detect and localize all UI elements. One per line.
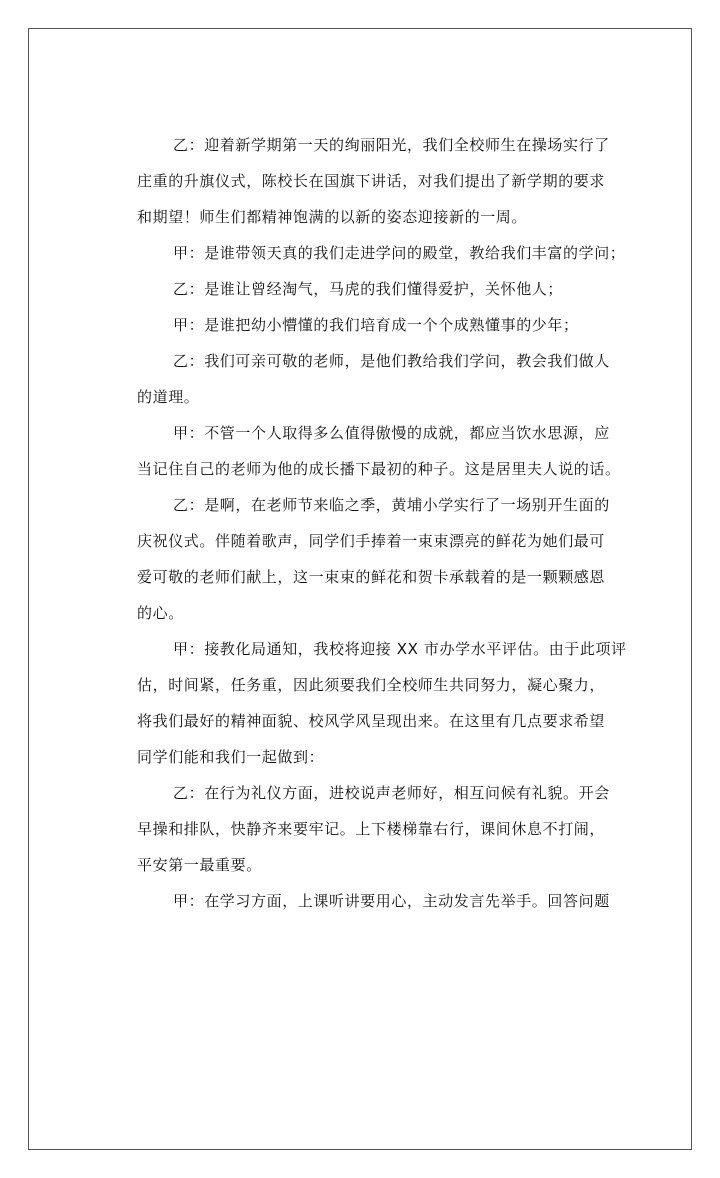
text-line: 同学们能和我们一起做到：: [137, 748, 325, 766]
text-line: 和期望！师生们都精神饱满的以新的姿态迎接新的一周。: [137, 208, 528, 226]
text-line: 乙：迎着新学期第一天的绚丽阳光，我们全校师生在操场实行了: [173, 136, 610, 154]
text-line: 乙：我们可亲可敬的老师，是他们教给我们学问，教会我们做人: [173, 352, 610, 370]
text-line: 爱可敬的老师们献上，这一束束的鲜花和贺卡承载着的是一颗颗感恩: [137, 568, 606, 586]
text-line: 乙：是谁让曾经淘气，马虎的我们懂得爱护，关怀他人；: [173, 280, 564, 298]
text-line: 估，时间紧，任务重，因此须要我们全校师生共同努力，凝心聚力，: [137, 676, 606, 694]
paragraph: [101, 343, 653, 415]
text-line: 乙：是啊，在老师节来临之季，黄埔小学实行了一场别开生面的: [173, 496, 610, 514]
document-body: [101, 127, 653, 919]
text-line: 甲：是谁带领天真的我们走进学问的殿堂，教给我们丰富的学问；: [173, 244, 626, 262]
text-line: 的心。: [137, 604, 184, 622]
text-line: 当记住自己的老师为他的成长播下最初的种子。这是居里夫人说的话。: [137, 460, 621, 478]
text-line: 甲：接教化局通知，我校将迎接 XX 市办学水平评估。由于此项评: [173, 640, 627, 658]
paragraph: [101, 307, 653, 343]
text-line: 甲：是谁把幼小懵懂的我们培育成一个个成熟懂事的少年；: [173, 316, 579, 334]
document-page: [28, 28, 692, 1150]
text-line: 甲：在学习方面，上课听讲要用心，主动发言先举手。回答问题: [173, 892, 610, 910]
text-line: 庆祝仪式。伴随着歌声，同学们手捧着一束束漂亮的鲜花为她们最可: [137, 532, 606, 550]
text-line: 的道理。: [137, 388, 200, 406]
paragraph: [101, 487, 653, 631]
paragraph: [101, 775, 653, 883]
text-line: 庄重的升旗仪式，陈校长在国旗下讲话，对我们提出了新学期的要求: [137, 172, 606, 190]
paragraph: [101, 883, 653, 919]
text-line: 乙：在行为礼仪方面，进校说声老师好，相互问候有礼貌。开会: [173, 784, 610, 802]
paragraph: [101, 631, 653, 775]
paragraph: [101, 127, 653, 235]
paragraph: [101, 271, 653, 307]
paragraph: [101, 415, 653, 487]
text-line: 早操和排队，快静齐来要牢记。上下楼梯靠右行，课间休息不打闹，: [137, 820, 606, 838]
text-line: 甲：不管一个人取得多么值得傲慢的成就，都应当饮水思源，应: [173, 424, 610, 442]
paragraph: [101, 235, 653, 271]
text-line: 平安第一最重要。: [137, 856, 262, 874]
text-line: 将我们最好的精神面貌、校风学风呈现出来。在这里有几点要求希望: [137, 712, 606, 730]
